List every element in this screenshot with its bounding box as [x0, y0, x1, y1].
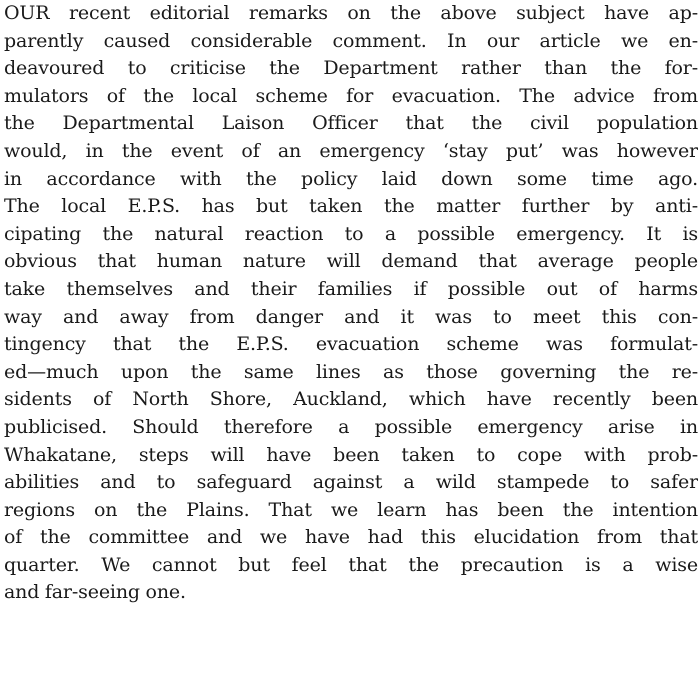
text-line-4: mulators of the local scheme for evacuation. The advice from	[4, 84, 698, 107]
text-line-8: The local E.P.S. has but taken the matter further by anti-	[4, 195, 698, 218]
text-line-16: publicised. Should therefore a possible emergency arise in	[4, 415, 698, 438]
text-line-14: ed—much upon the same lines as those governing the re-	[4, 360, 698, 383]
text-line-11: take themselves and their families if possible out of harms	[4, 277, 698, 300]
text-line-10: obvious that human nature will demand that average people	[4, 250, 698, 273]
text-line-12: way and away from danger and it was to meet this con-	[4, 305, 698, 328]
text-line-6: would, in the event of an emergency ‘stay put’ was however	[4, 139, 698, 162]
text-line-15: sidents of North Shore, Auckland, which have recently been	[4, 388, 698, 411]
text-line-18: abilities and to safeguard against a wild stampede to safer	[4, 471, 698, 494]
text-line-22: and far-seeing one.	[4, 581, 186, 604]
text-line-19: regions on the Plains. That we learn has been the intention	[4, 498, 698, 521]
text-line-20: of the committee and we have had this elucidation from that	[4, 526, 698, 549]
text-line-17: Whakatane, steps will have been taken to cope with prob-	[4, 443, 698, 466]
text-line-3: deavoured to criticise the Department rather than the for-	[4, 57, 698, 80]
text-line-13: tingency that the E.P.S. evacuation scheme was formulat-	[4, 333, 698, 356]
text-line-9: cipating the natural reaction to a possible emergency. It is	[4, 222, 698, 245]
text-line-7: in accordance with the policy laid down some time ago.	[4, 167, 698, 190]
text-line-1: OUR recent editorial remarks on the above subject have ap-	[4, 2, 698, 24]
text-line-2: parently caused considerable comment. In our article we en-	[4, 29, 698, 52]
text-line-5: the Departmental Laison Officer that the civil population	[4, 112, 698, 135]
text-line-21: quarter. We cannot but feel that the precaution is a wise	[4, 553, 698, 576]
